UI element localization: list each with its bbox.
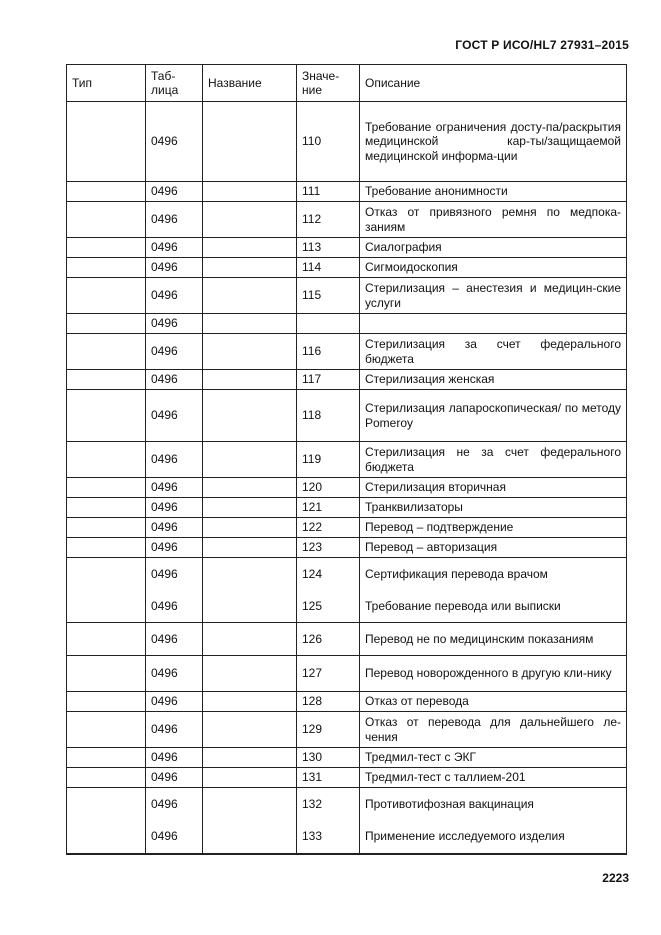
table-row bbox=[67, 558, 627, 590]
cell-description: Сертификация перевода врачом bbox=[360, 558, 627, 590]
cell-description: Требование анонимности bbox=[360, 182, 627, 202]
cell-table: 0496 bbox=[146, 538, 203, 558]
table-row bbox=[67, 498, 627, 518]
column-header-table: Таб- лица bbox=[146, 65, 203, 102]
cell-name bbox=[203, 748, 297, 768]
cell-description: Стерилизация – анестезия и медицин-ские услуги bbox=[360, 278, 627, 314]
cell-description: Сиалография bbox=[360, 238, 627, 258]
column-header-name: Название bbox=[203, 65, 297, 102]
cell-table: 0496 bbox=[146, 712, 203, 748]
cell-table: 0496 bbox=[146, 820, 203, 854]
cell-type bbox=[67, 590, 146, 623]
table-row bbox=[67, 788, 627, 820]
cell-value: 122 bbox=[297, 518, 360, 538]
cell-value: 132 bbox=[297, 788, 360, 820]
table-row bbox=[67, 538, 627, 558]
table-row bbox=[67, 623, 627, 656]
cell-type bbox=[67, 656, 146, 692]
cell-value: 131 bbox=[297, 768, 360, 788]
cell-type bbox=[67, 712, 146, 748]
cell-table: 0496 bbox=[146, 278, 203, 314]
cell-table: 0496 bbox=[146, 518, 203, 538]
cell-type bbox=[67, 478, 146, 498]
cell-value: 130 bbox=[297, 748, 360, 768]
table-row bbox=[67, 712, 627, 748]
cell-value: 120 bbox=[297, 478, 360, 498]
column-header-type: Тип bbox=[67, 65, 146, 102]
cell-name bbox=[203, 820, 297, 854]
cell-value: 133 bbox=[297, 820, 360, 854]
cell-type bbox=[67, 518, 146, 538]
cell-description: Стерилизация не за счет федерального бюджета bbox=[360, 442, 627, 478]
cell-name bbox=[203, 558, 297, 590]
cell-type bbox=[67, 623, 146, 656]
cell-description: Противотифозная вакцинация bbox=[360, 788, 627, 820]
cell-type bbox=[67, 498, 146, 518]
cell-description: Отказ от привязного ремня по медпока-заниям bbox=[360, 202, 627, 238]
cell-name bbox=[203, 258, 297, 278]
cell-name bbox=[203, 498, 297, 518]
cell-name bbox=[203, 656, 297, 692]
table-row bbox=[67, 314, 627, 334]
cell-type bbox=[67, 692, 146, 712]
cell-value: 112 bbox=[297, 202, 360, 238]
cell-name bbox=[203, 518, 297, 538]
cell-table: 0496 bbox=[146, 558, 203, 590]
cell-type bbox=[67, 102, 146, 182]
cell-value: 110 bbox=[297, 102, 360, 182]
cell-type bbox=[67, 314, 146, 334]
cell-description: Тредмил-тест с ЭКГ bbox=[360, 748, 627, 768]
cell-value: 117 bbox=[297, 370, 360, 390]
cell-description bbox=[360, 314, 627, 334]
cell-table: 0496 bbox=[146, 334, 203, 370]
cell-description: Стерилизация за счет федерального бюджета bbox=[360, 334, 627, 370]
cell-table: 0496 bbox=[146, 258, 203, 278]
cell-type bbox=[67, 182, 146, 202]
cell-type bbox=[67, 278, 146, 314]
cell-description: Транквилизаторы bbox=[360, 498, 627, 518]
cell-table: 0496 bbox=[146, 390, 203, 442]
cell-table: 0496 bbox=[146, 768, 203, 788]
cell-table: 0496 bbox=[146, 202, 203, 238]
table-row bbox=[67, 518, 627, 538]
column-header-description: Описание bbox=[360, 65, 627, 102]
cell-table: 0496 bbox=[146, 590, 203, 623]
table-row bbox=[67, 748, 627, 768]
cell-description: Стерилизация женская bbox=[360, 370, 627, 390]
cell-table: 0496 bbox=[146, 238, 203, 258]
cell-table: 0496 bbox=[146, 102, 203, 182]
table-header-row bbox=[67, 65, 627, 102]
cell-description: Перевод не по медицинским показаниям bbox=[360, 623, 627, 656]
cell-name bbox=[203, 478, 297, 498]
table-row bbox=[67, 692, 627, 712]
table-row bbox=[67, 278, 627, 314]
cell-name bbox=[203, 202, 297, 238]
cell-type bbox=[67, 442, 146, 478]
cell-value: 113 bbox=[297, 238, 360, 258]
cell-name bbox=[203, 314, 297, 334]
cell-value: 119 bbox=[297, 442, 360, 478]
cell-name bbox=[203, 788, 297, 820]
cell-name bbox=[203, 278, 297, 314]
cell-value: 121 bbox=[297, 498, 360, 518]
cell-table: 0496 bbox=[146, 498, 203, 518]
table-row bbox=[67, 334, 627, 370]
table-row bbox=[67, 258, 627, 278]
cell-table: 0496 bbox=[146, 748, 203, 768]
cell-value: 111 bbox=[297, 182, 360, 202]
cell-value: 128 bbox=[297, 692, 360, 712]
cell-type bbox=[67, 788, 146, 820]
cell-name bbox=[203, 182, 297, 202]
cell-name bbox=[203, 623, 297, 656]
cell-description: Перевод – авторизация bbox=[360, 538, 627, 558]
cell-description: Перевод – подтверждение bbox=[360, 518, 627, 538]
document-header: ГОСТ Р ИСО/HL7 27931–2015 bbox=[455, 38, 629, 52]
cell-description: Тредмил-тест с таллием-201 bbox=[360, 768, 627, 788]
table-row bbox=[67, 820, 627, 854]
cell-table: 0496 bbox=[146, 788, 203, 820]
table-row bbox=[67, 202, 627, 238]
table-row bbox=[67, 238, 627, 258]
cell-value: 127 bbox=[297, 656, 360, 692]
cell-value: 125 bbox=[297, 590, 360, 623]
table-row bbox=[67, 478, 627, 498]
cell-value: 129 bbox=[297, 712, 360, 748]
cell-value: 126 bbox=[297, 623, 360, 656]
cell-name bbox=[203, 370, 297, 390]
cell-table: 0496 bbox=[146, 370, 203, 390]
table-row bbox=[67, 370, 627, 390]
cell-description: Отказ от перевода для дальнейшего ле-чения bbox=[360, 712, 627, 748]
cell-description: Стерилизация лапароскопическая/ по методу Pomeroy bbox=[360, 390, 627, 442]
cell-table: 0496 bbox=[146, 442, 203, 478]
cell-value: 118 bbox=[297, 390, 360, 442]
table-row bbox=[67, 102, 627, 182]
cell-name bbox=[203, 238, 297, 258]
cell-type bbox=[67, 558, 146, 590]
column-header-value: Значе- ние bbox=[297, 65, 360, 102]
cell-name bbox=[203, 768, 297, 788]
cell-value bbox=[297, 314, 360, 334]
cell-type bbox=[67, 370, 146, 390]
cell-value: 114 bbox=[297, 258, 360, 278]
cell-table: 0496 bbox=[146, 314, 203, 334]
cell-description: Требование перевода или выписки bbox=[360, 590, 627, 623]
cell-type bbox=[67, 258, 146, 278]
cell-name bbox=[203, 442, 297, 478]
cell-description: Перевод новорожденного в другую кли-нику bbox=[360, 656, 627, 692]
cell-name bbox=[203, 590, 297, 623]
table-body bbox=[67, 102, 627, 854]
cell-description: Применение исследуемого изделия bbox=[360, 820, 627, 854]
table-row bbox=[67, 590, 627, 623]
cell-type bbox=[67, 202, 146, 238]
cell-type bbox=[67, 748, 146, 768]
page-number: 2223 bbox=[602, 871, 629, 885]
cell-table: 0496 bbox=[146, 692, 203, 712]
cell-value: 124 bbox=[297, 558, 360, 590]
table-row bbox=[67, 182, 627, 202]
cell-value: 116 bbox=[297, 334, 360, 370]
cell-name bbox=[203, 692, 297, 712]
cell-table: 0496 bbox=[146, 656, 203, 692]
cell-name bbox=[203, 102, 297, 182]
table-row bbox=[67, 656, 627, 692]
cell-type bbox=[67, 538, 146, 558]
cell-description: Отказ от перевода bbox=[360, 692, 627, 712]
cell-type bbox=[67, 390, 146, 442]
cell-type bbox=[67, 768, 146, 788]
cell-type bbox=[67, 238, 146, 258]
table-row bbox=[67, 390, 627, 442]
cell-name bbox=[203, 712, 297, 748]
table-row bbox=[67, 442, 627, 478]
cell-name bbox=[203, 538, 297, 558]
cell-name bbox=[203, 334, 297, 370]
table-row bbox=[67, 768, 627, 788]
cell-description: Стерилизация вторичная bbox=[360, 478, 627, 498]
cell-table: 0496 bbox=[146, 182, 203, 202]
cell-table: 0496 bbox=[146, 623, 203, 656]
cell-table: 0496 bbox=[146, 478, 203, 498]
cell-type bbox=[67, 334, 146, 370]
cell-value: 115 bbox=[297, 278, 360, 314]
cell-description: Требование ограничения досту-па/раскрытия медицинской кар-ты/защищаемой медицинской информа-ции bbox=[360, 102, 627, 182]
cell-type bbox=[67, 820, 146, 854]
codes-table bbox=[66, 64, 627, 855]
cell-value: 123 bbox=[297, 538, 360, 558]
cell-description: Сигмоидоскопия bbox=[360, 258, 627, 278]
cell-name bbox=[203, 390, 297, 442]
